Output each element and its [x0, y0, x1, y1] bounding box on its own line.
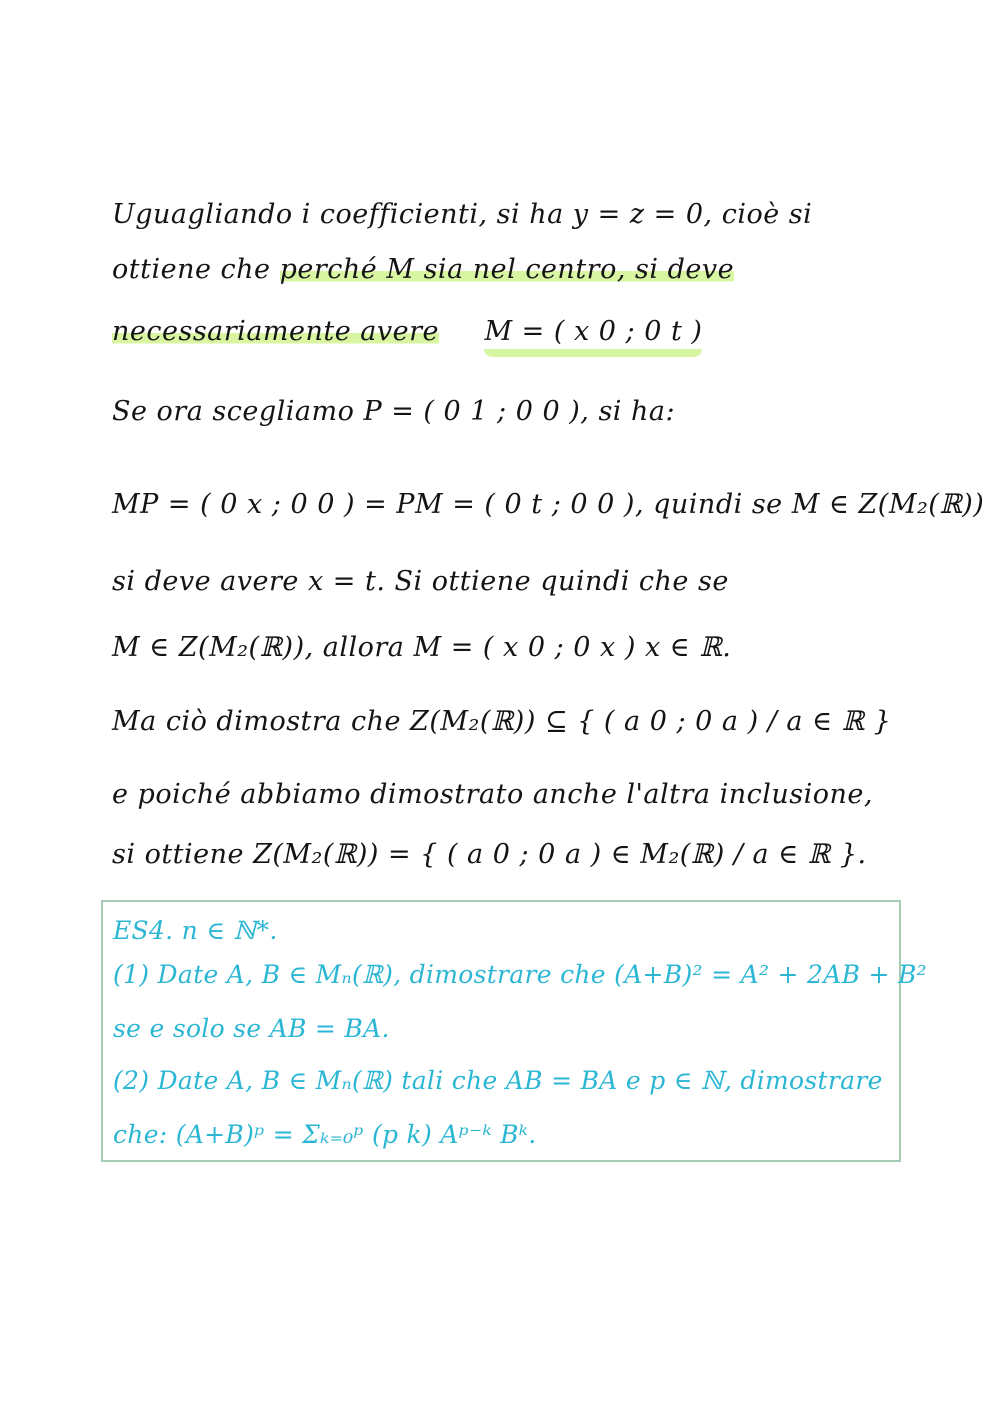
exercise-part1-line1: (1) Date A, B ∈ Mₙ(ℝ), dimostrare che (A+B)² = A² + 2AB + B²	[113, 960, 927, 989]
note-line-4: Se ora scegliamo P = ( 0 1 ; 0 0 ), si ha:	[112, 396, 676, 427]
note-line-2-highlight: perché M sia nel centro, si deve	[279, 254, 735, 285]
note-line-3-highlight: necessariamente avere	[112, 316, 440, 347]
note-line-9: e poiché abbiamo dimostrato anche l'altra inclusione,	[112, 779, 873, 810]
note-line-2-start: ottiene che	[112, 254, 271, 285]
note-line-8: Ma ciò dimostra che Z(M₂(ℝ)) ⊆ { ( a 0 ; 0 a ) / a ∈ ℝ }	[112, 706, 892, 737]
exercise-title: ES4. n ∈ ℕ*.	[113, 916, 278, 945]
note-line-5: MP = ( 0 x ; 0 0 ) = PM = ( 0 t ; 0 0 ), quindi se M ∈ Z(M₂(ℝ))	[112, 489, 985, 520]
note-line-1: Uguagliando i coefficienti, si ha y = z = 0, cioè si	[112, 199, 813, 230]
exercise-box	[101, 900, 927, 1162]
exercise-part2-line2: che: (A+B)ᵖ = Σₖ₌₀ᵖ (p k) Aᵖ⁻ᵏ Bᵏ.	[113, 1120, 537, 1149]
note-line-3	[112, 312, 910, 352]
note-line-6: si deve avere x = t. Si ottiene quindi che se	[112, 566, 729, 597]
exercise-part2-line1: (2) Date A, B ∈ Mₙ(ℝ) tali che AB = BA e p ∈ ℕ, dimostrare	[113, 1066, 883, 1095]
note-line-10: si ottiene Z(M₂(ℝ)) = { ( a 0 ; 0 a ) ∈ M₂(ℝ) / a ∈ ℝ }.	[112, 839, 867, 870]
exercise-part1-line2: se e solo se AB = BA.	[113, 1014, 390, 1043]
note-line-2	[112, 250, 910, 290]
note-line-7: M ∈ Z(M₂(ℝ)), allora M = ( x 0 ; 0 x ) x ∈ ℝ.	[112, 632, 732, 663]
matrix-m-highlight: M = ( x 0 ; 0 t )	[484, 316, 702, 357]
